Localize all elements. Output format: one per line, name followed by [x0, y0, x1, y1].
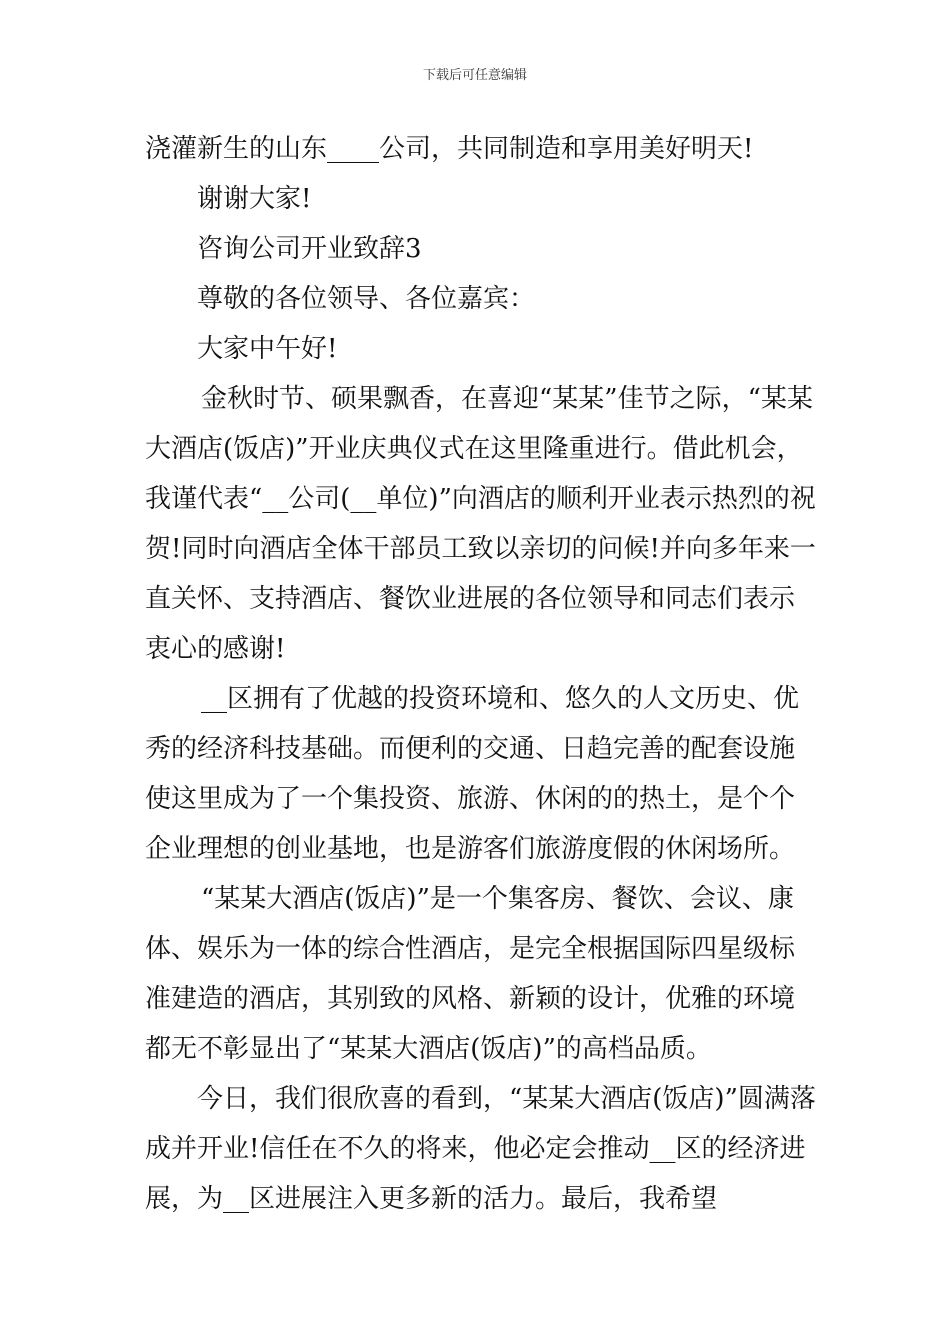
paragraph-salutation: 尊敬的各位领导、各位嘉宾： — [197, 284, 536, 314]
header-note: 下载后可任意编辑 — [422, 68, 527, 83]
paragraph-closing-line: 浇灌新生的山东____公司，共同制造和享用美好明天! — [145, 134, 754, 164]
section-title: 咨询公司开业致辞3 — [197, 234, 422, 264]
paragraph-final: 今日，我们很欣喜的看到，“某某大酒店(饭店)”圆满落成并开业!信任在不久的将来，他必定会推动__区的经济进展，为__区进展注入更多新的活力。最后，我希望 — [145, 1084, 816, 1214]
paragraph-opening: 金秋时节、硕果飘香，在喜迎“某某”佳节之际，“某某大酒店(饭店)”开业庆典仪式在这里隆重进行。借此机会，我谨代表“__公司(__单位)”向酒店的顺利开业表示热烈的祝贺!同时向酒店全体干部员工致以亲切的问候!并向多年来一直关怀、支持酒店、餐饮业进展的各位领导和同志们表示衷心的感谢! — [145, 384, 816, 664]
paragraph-greeting: 大家中午好! — [197, 334, 338, 364]
paragraph-hotel: “某某大酒店(饭店)”是一个集客房、餐饮、会议、康体、娱乐为一体的综合性酒店，是完全根据国际四星级标准建造的酒店，其别致的风格、新颖的设计，优雅的环境都无不彰显出了“某某大酒店(饭店)”的高档品质。 — [145, 884, 796, 1064]
paragraph-thanks: 谢谢大家! — [197, 184, 312, 214]
paragraph-district: __区拥有了优越的投资环境和、悠久的人文历史、优秀的经济科技基础。而便利的交通、日趋完善的配套设施使这里成为了一个集投资、旅游、休闲的的热土，是个个企业理想的创业基地，也是游客们旅游度假的休闲场所。 — [145, 684, 800, 864]
document-body — [145, 124, 817, 1224]
